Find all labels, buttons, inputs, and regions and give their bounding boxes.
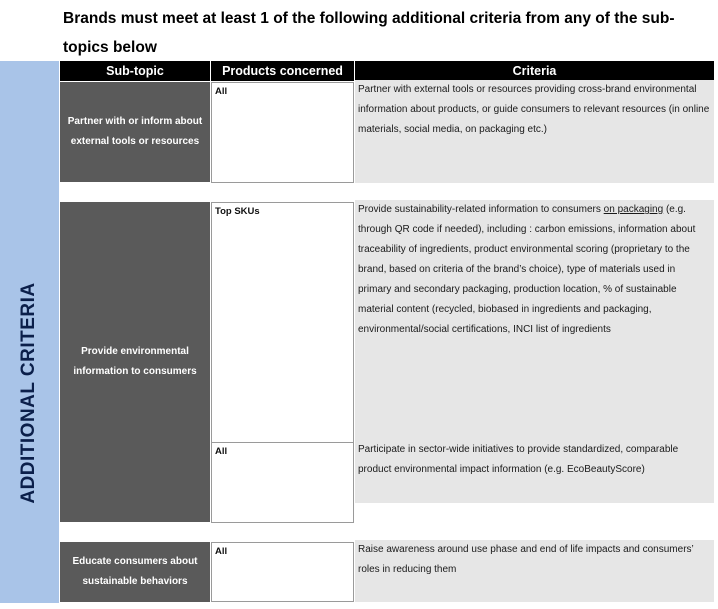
page-title: Brands must meet at least 1 of the following additional criteria from any of the sub-topics below [63, 10, 675, 56]
criteria-text: (e.g. through QR code if needed), including : carbon emissions, information about traceability of ingredients, product environmental scoring (proprietary to the brand, based on criteria of the brand’s choice), type of materials used in primary and secondary packaging, production location, % of sustainable material content (recycled, biobased in ingredients and packaging, environmental/social certifications, INCI list of ingredients [358, 204, 696, 335]
side-label: ADDITIONAL CRITERIA [18, 282, 39, 504]
subtopic-label: Partner with or inform about external tools or resources [67, 116, 203, 147]
subtopic-label: Educate consumers about sustainable behaviors [72, 556, 198, 587]
product-cell: All [211, 442, 354, 523]
criteria-cell: Partner with external tools or resources providing cross-brand environmental information about products, or guide consumers to relevant resources (in online materials, social media, on packaging etc.) [355, 80, 714, 183]
criteria-cell: Raise awareness around use phase and end of life impacts and consumers’ roles in reducing them [355, 540, 714, 602]
subtopic-label: Provide environmental information to consumers [73, 346, 197, 377]
header-criteria: Criteria [355, 61, 714, 81]
criteria-underlined: on packaging [603, 204, 664, 215]
subtopic-cell [60, 202, 210, 522]
header-subtopic: Sub-topic [60, 61, 210, 81]
subtopic-cell [60, 82, 210, 182]
side-bar [0, 61, 59, 603]
criteria-text: Provide sustainability-related information to consumers [358, 204, 604, 215]
header-products: Products concerned [211, 61, 354, 81]
product-cell: All [211, 82, 354, 183]
product-cell: Top SKUs [211, 202, 354, 443]
subtopic-cell [60, 542, 210, 602]
criteria-cell: Participate in sector-wide initiatives to provide standardized, comparable product environmental impact information (e.g. EcoBeautyScore) [355, 440, 714, 503]
criteria-cell [355, 200, 714, 443]
product-cell: All [211, 542, 354, 602]
